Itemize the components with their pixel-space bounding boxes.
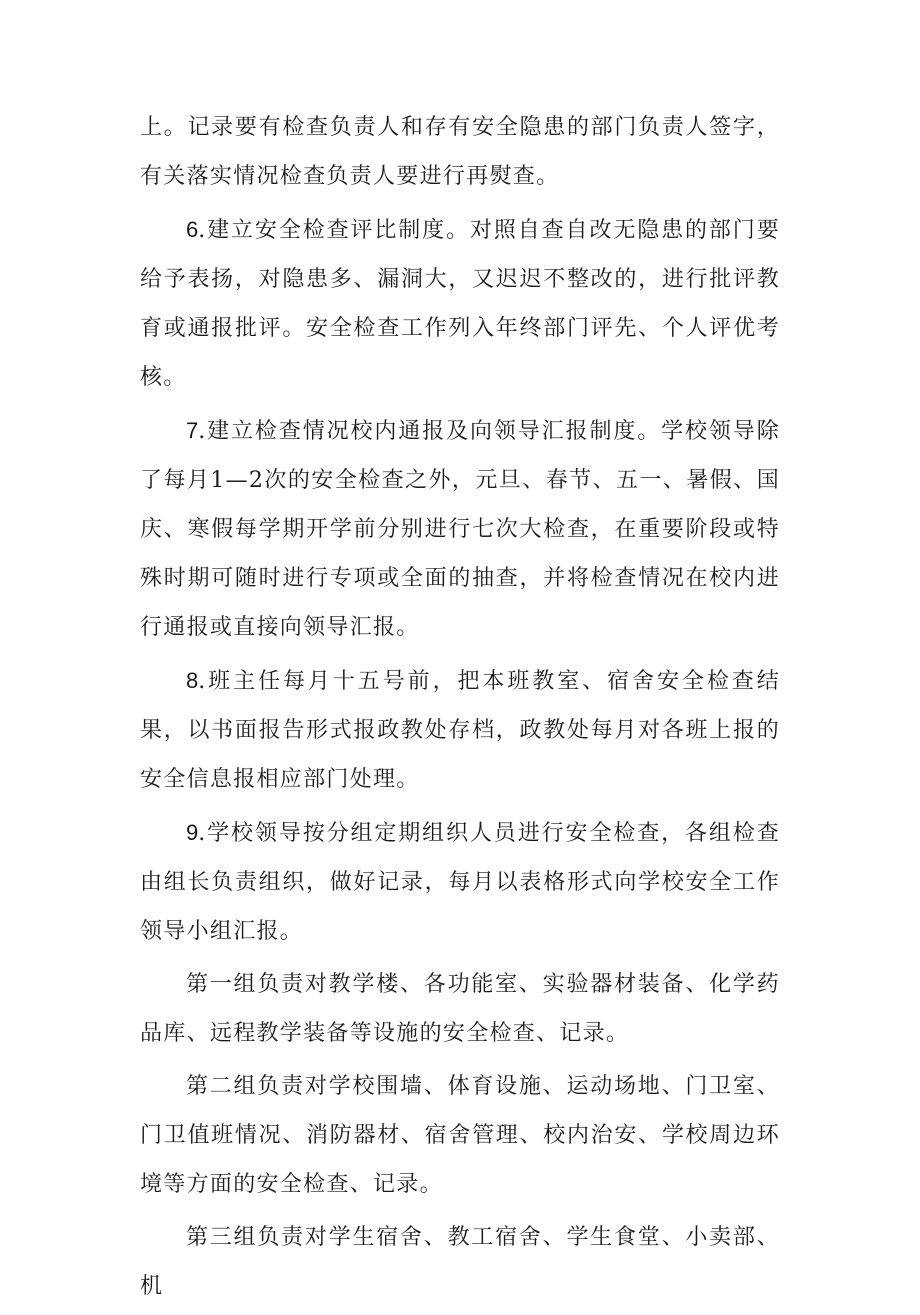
paragraph-group-1	[140, 960, 780, 1058]
paragraph-text: .建立检查情况校内通报及向领导汇报制度。学校领导除了每月1—2次的安全检查之外，元旦、春节、五一、暑假、国庆、寒假每学期开学前分别进行七次大检查，在重要阶段或特殊时期可随时进行专项或全面的抽查，并将检查情况在校内进行通报或直接向领导汇报。	[140, 419, 780, 640]
paragraph-group-3	[140, 1213, 780, 1311]
paragraph-text: 第三组负责对学生宿舍、教工宿舍、学生食堂、小卖部、机	[140, 1225, 780, 1299]
paragraph-text: 第二组负责对学校围墙、体育设施、运动场地、门卫室、门卫值班情况、消防器材、宿舍管理、校内治安、学校周边环境等方面的安全检查、记录。	[140, 1074, 780, 1197]
paragraph-text: .建立安全检查评比制度。对照自查自改无隐患的部门要给予表扬，对隐患多、漏洞大，又迟迟不整改的，进行批评教育或通报批评。安全检查工作列入年终部门评先、个人评优考核。	[140, 218, 780, 390]
paragraph-item-6	[140, 205, 780, 402]
paragraph-text: 上。记录要有检查负责人和存有安全隐患的部门负责人签字，有关落实情况检查负责人要进行再熨查。	[140, 115, 780, 189]
paragraph-continuation	[140, 103, 780, 201]
item-number: 6	[186, 217, 199, 242]
paragraph-group-2	[140, 1062, 780, 1209]
document-body	[140, 103, 780, 1315]
paragraph-item-8	[140, 656, 780, 804]
item-number: 9	[186, 820, 199, 845]
paragraph-text: .班主任每月十五号前，把本班教室、宿舍安全检查结果，以书面报告形式报政教处存档，政教处每月对各班上报的安全信息报相应部门处理。	[140, 669, 780, 792]
item-number: 8	[186, 668, 199, 693]
paragraph-text: .学校领导按分组定期组织人员进行安全检查，各组检查由组长负责组织，做好记录，每月以表格形式向学校安全工作领导小组汇报。	[140, 821, 780, 944]
paragraph-item-7	[140, 406, 780, 652]
item-number: 7	[186, 418, 199, 443]
paragraph-text: 第一组负责对教学楼、各功能室、实验器材装备、化学药品库、远程教学装备等设施的安全检查、记录。	[140, 972, 780, 1046]
paragraph-item-9	[140, 808, 780, 956]
